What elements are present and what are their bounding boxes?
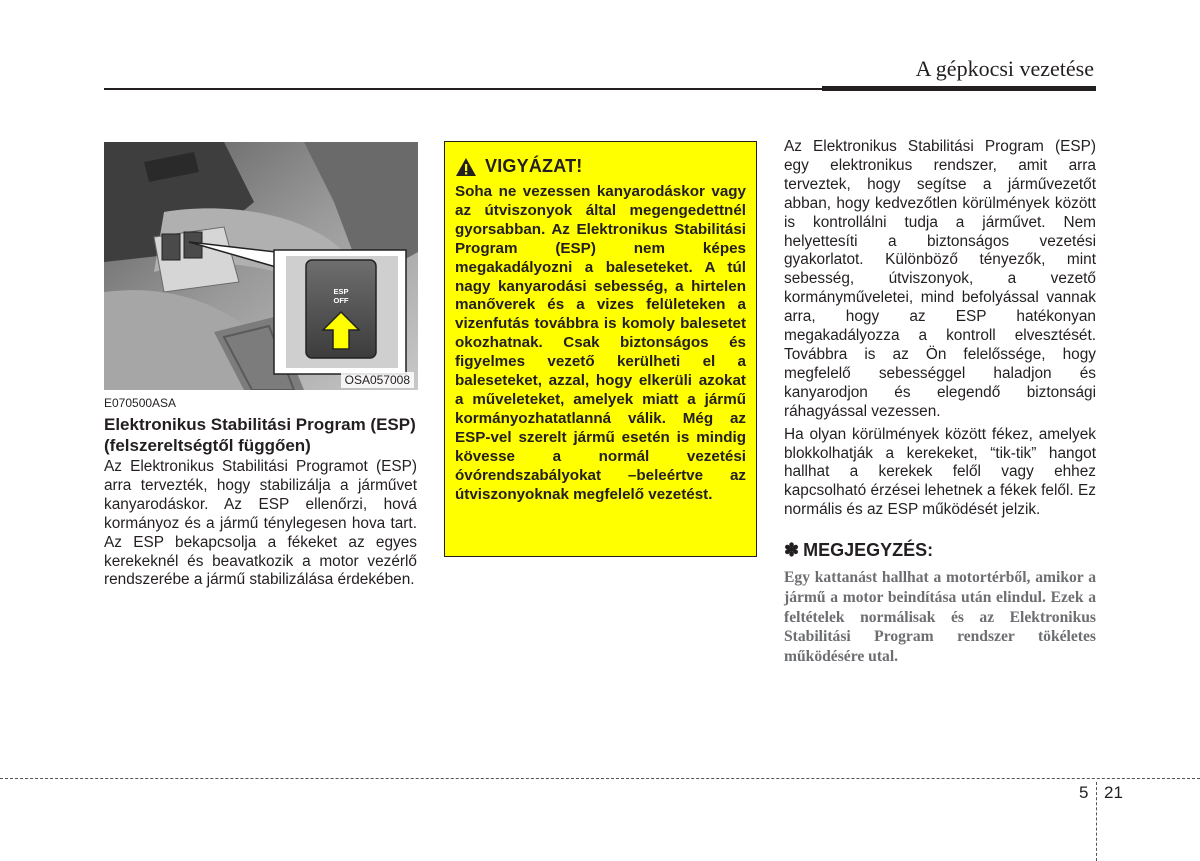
page-number: 21 <box>1104 783 1123 802</box>
figure-caption: OSA057008 <box>341 372 414 388</box>
header-rule-accent <box>822 86 1096 91</box>
note-heading-row <box>784 540 933 561</box>
warning-triangle-icon <box>455 157 477 177</box>
warning-text: Soha ne vezessen kanyarodáskor vagy az útviszonyok által megengedettnél gyorsabban. Az Elektronikus Stabilitási Program (ESP) nem képes megakadályozni a baleseteket. A túl nagy kanyarodási sebesség, a hirtelen manőverek és a vizes felületeken a vizenfutás továbbra is komoly balesetet okozhatnak. Csak biztonságos és figyelmes vezető kerülheti el a baleseteket, azzal, hogy elkerüli azokat a műveleteket, amelyek miatt a jármű kormányozhatatlanná válik. Még az ESP-vel szerelt jármű esetén is mindig kövesse a normál vezetési óvórendszabályokat –beleértve az útviszonyoknak megfelelő vezetést. <box>455 183 746 503</box>
esp-switch-illustration <box>104 142 418 390</box>
esp-label-line2: OFF <box>333 296 349 305</box>
warning-title: VIGYÁZAT! <box>485 156 583 176</box>
warning-box <box>444 141 757 557</box>
note-heading: MEGJEGYZÉS: <box>803 540 934 560</box>
section-body: Az Elektronikus Stabilitási Programot (ESP) arra tervezték, hogy stabilizálja a járművet kanyarodáskor. Az ESP ellenőrzi, hová kormányoz és a jármű ténylegesen hova tart. Az ESP bekapcsolja a fékeket az egyes kerekeknél és beavatkozik a motor vezérlő rendszerébe a jármű stabilizálása érdekében. <box>104 458 417 589</box>
footer-vertical-divider <box>1096 782 1097 861</box>
footer-divider <box>0 778 1200 779</box>
paragraph-1: Az Elektronikus Stabilitási Program (ESP) egy elektronikus rendszer, amit arra terveztek, hogy segítse a járművezetőt abban, hogy kedvezőtlen körülmények között is kontrollálni tudja a járművet. Nem helyettesíti a biztonságos vezetési gyakorlatot. Különböző tényezők, mint sebesség, útviszonyok, a vezető kormányműveletei, mind befolyással vannak arra, hogy az ESP hatékonyan megakadályozza a kontroll elvesztését. Továbbra is az Ön felelőssége, hogy megfelelő sebességgel haladjon és kanyarodjon és elegendő biztonsági ráhagyással vezessen. <box>784 138 1096 420</box>
page-header-title: A gépkocsi vezetése <box>915 56 1094 81</box>
paragraph-2: Ha olyan körülmények között fékez, amelyek blokkolhatják a kerekeket, “tik-tik” hangot hallhat a kerekek felől vagy ehhez kapcsolható érzései lehetnek a fékek felől. Ez normális és az ESP működését jelzik. <box>784 425 1096 519</box>
note-text: Egy kattanást hallhat a motortérből, amikor a jármű a motor beindítása után elindul. Ezek a feltételek normálisak és az Elektronikus Stabilitási Program rendszer tökéletes működésére utal. <box>784 569 1096 666</box>
right-column <box>784 138 1096 524</box>
esp-label-line1: ESP <box>333 287 349 296</box>
section-number: 5 <box>1079 783 1089 802</box>
warning-title-row <box>455 156 746 177</box>
figure-code: E070500ASA <box>104 396 177 410</box>
asterisk-icon: ✽ <box>784 540 800 560</box>
section-heading: Elektronikus Stabilitási Program (ESP) (felszereltségtől függően) <box>104 415 416 455</box>
